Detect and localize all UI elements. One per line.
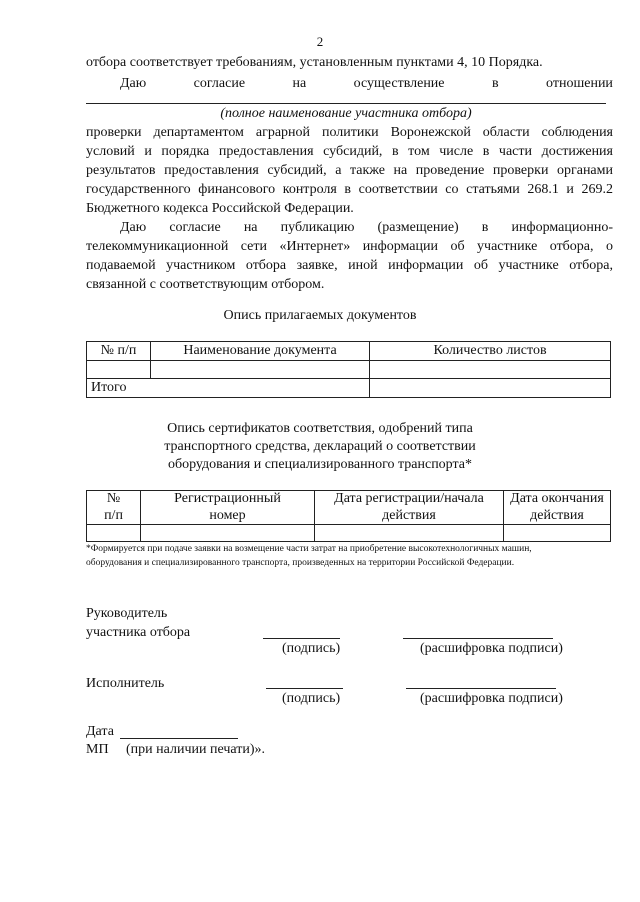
paragraph-line: Бюджетного кодекса Российской Федерации. — [86, 201, 354, 216]
signature-caption: (подпись) — [282, 691, 341, 706]
column-header: № п/п — [87, 342, 151, 361]
head-label: участника отбора — [86, 625, 191, 640]
table-cell[interactable] — [141, 525, 315, 542]
executor-signature-line[interactable] — [266, 688, 343, 689]
consent-word: Даю — [120, 76, 147, 91]
footnote — [86, 543, 616, 571]
table-cell[interactable] — [151, 361, 370, 379]
certs-inventory-table — [86, 490, 611, 542]
title-line: оборудования и специализированного транспорта* — [167, 457, 472, 473]
footnote-line: *Формируется при подаче заявки на возмещение части затрат на приобретение высокотехнологичных машин, — [86, 544, 532, 554]
column-header: Дата окончания действия — [504, 491, 611, 525]
head-decoding-line[interactable] — [403, 638, 553, 639]
column-header: Дата регистрации/начала действия — [315, 491, 504, 525]
paragraph-line: проверки департаментом аграрной политики Воронежской области соблюдения — [86, 125, 613, 140]
column-header: Количество листов — [370, 342, 611, 361]
head-signature-line[interactable] — [263, 638, 340, 639]
paragraph-line: подаваемой участником отбора заявке, иной информации об участнике отбора, — [86, 258, 613, 273]
total-label: Итого — [87, 379, 370, 398]
consent-word: осуществление — [353, 76, 445, 91]
certs-inventory-title — [0, 420, 640, 475]
paragraph-line: условий и порядка предоставления субсидий, в том числе в части достижения — [86, 144, 613, 159]
executor-label: Исполнитель — [86, 676, 165, 691]
date-line[interactable] — [120, 738, 238, 739]
paragraph-line: телекоммуникационной сети «Интернет» информации об участнике отбора, о — [86, 239, 613, 254]
participant-name-line — [86, 103, 606, 104]
consent-line — [120, 75, 613, 93]
page-number: 2 — [316, 34, 324, 49]
paragraph-line: государственного финансового контроля в соответствии со статьями 268.1 и 269.2 — [86, 182, 613, 197]
executor-decoding-line[interactable] — [406, 688, 556, 689]
title-line: Опись сертификатов соответствия, одобрений типа — [167, 421, 473, 436]
docs-inventory-table — [86, 341, 611, 398]
head-label: Руководитель — [86, 606, 168, 621]
paragraph-line: связанной с соответствующим отбором. — [86, 277, 325, 292]
table-cell[interactable] — [370, 379, 611, 398]
docs-inventory-title: Опись прилагаемых документов — [223, 308, 417, 323]
table-cell[interactable] — [370, 361, 611, 379]
paragraph-line: результатов предоставления субсидий, а также на проведение проверки органами — [86, 163, 613, 178]
table-cell[interactable] — [504, 525, 611, 542]
table-cell[interactable] — [87, 361, 151, 379]
column-header: Наименование документа — [151, 342, 370, 361]
date-label: Дата — [86, 724, 114, 739]
consent-word: на — [292, 76, 307, 91]
decoding-caption: (расшифровка подписи) — [420, 641, 563, 656]
table-row — [87, 379, 611, 398]
footnote-line: оборудования и специализированного транспорта, произведенных на территории Российской Федерации. — [86, 557, 515, 568]
consent-word: отношении — [546, 76, 613, 91]
consent-word: в — [491, 76, 499, 91]
table-row — [87, 361, 611, 379]
table-cell[interactable] — [87, 525, 141, 542]
paragraph-line: отбора соответствует требованиям, установленным пунктами 4, 10 Порядка. — [86, 55, 543, 70]
table-header-row — [87, 491, 611, 525]
stamp-label: МП — [86, 742, 109, 757]
paragraph-line: Даю согласие на публикацию (размещение) в информационно- — [120, 220, 613, 235]
decoding-caption: (расшифровка подписи) — [420, 691, 563, 706]
table-header-row — [87, 342, 611, 361]
signature-caption: (подпись) — [282, 641, 341, 656]
column-header: Регистрационный номер — [141, 491, 315, 525]
table-row — [87, 525, 611, 542]
column-header: № п/п — [87, 491, 141, 525]
consent-word: согласие — [193, 76, 246, 91]
participant-name-caption: (полное наименование участника отбора) — [220, 106, 472, 121]
stamp-note: (при наличии печати)». — [126, 742, 266, 757]
title-line: транспортного средства, деклараций о соответствии — [164, 439, 476, 455]
table-cell[interactable] — [315, 525, 504, 542]
